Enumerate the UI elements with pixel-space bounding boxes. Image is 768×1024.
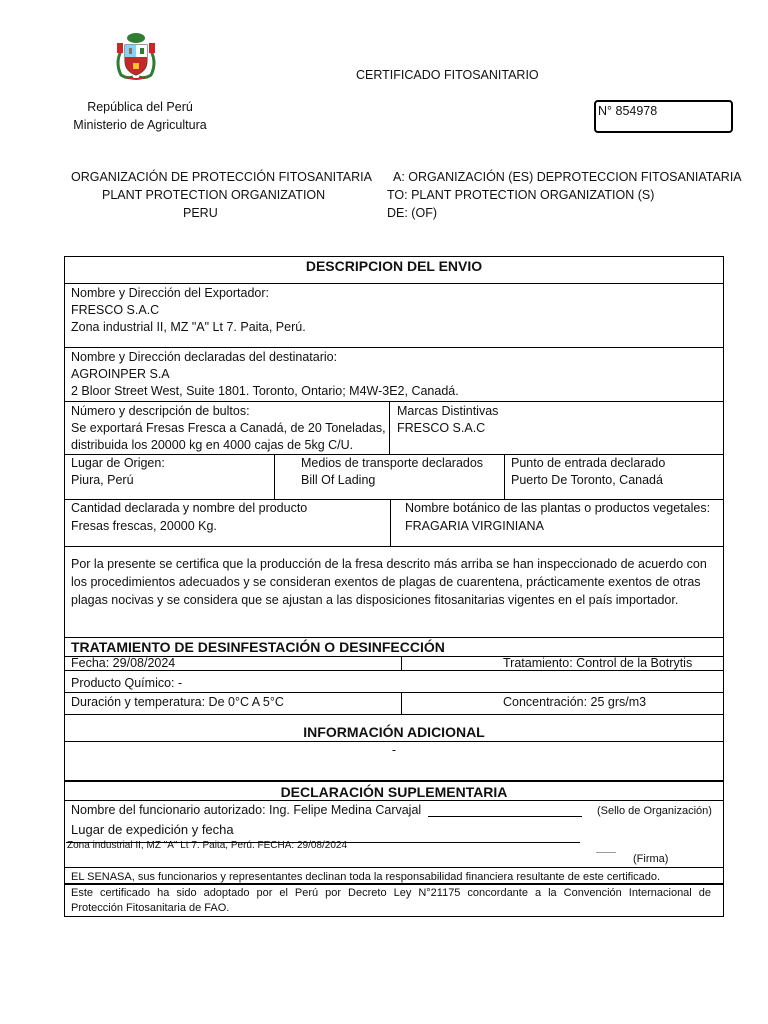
document-title: CERTIFICADO FITOSANITARIO (356, 68, 539, 82)
seal-label: (Sello de Organización) (597, 805, 712, 817)
consignee-address: 2 Bloor Street West, Suite 1801. Toronto, Ontario; M4W-3E2, Canadá. (71, 384, 459, 398)
signature-label: (Firma) (633, 853, 669, 865)
packages-line2: distribuida los 20000 kg en 4000 cajas de 5kg C/U. (71, 438, 354, 452)
ministry-name: Ministerio de Agricultura (73, 118, 207, 132)
exporter-name: FRESCO S.A.C (71, 303, 160, 317)
certificate-number-box (594, 100, 733, 133)
transport-value: Bill Of Lading (301, 473, 376, 487)
disclaimer: EL SENASA, sus funcionarios y representantes declinan toda la responsabilidad financiera resultante de este certificado. (71, 871, 661, 883)
org-left-line1: ORGANIZACIÓN DE PROTECCIÓN FITOSANITARIA (71, 170, 372, 184)
adoption-line1: Este certificado ha sido adoptado por el Perú por Decreto Ley N°21175 concordante a la Convención Internacional de (71, 887, 711, 899)
org-right-line3: DE: (OF) (387, 206, 437, 220)
statement-line3: plagas nocivas y se considera que se ajustan a las disposiciones fitosanitarias vigentes en el país importador. (71, 593, 679, 607)
quantity-label: Cantidad declarada y nombre del producto (71, 501, 308, 515)
packages-line1: Se exportará Fresas Fresca a Canadá, de 20 Toneladas, (71, 421, 386, 435)
botanical-value: FRAGARIA VIRGINIANA (405, 519, 544, 533)
treatment-chemical: Producto Químico: - (71, 676, 183, 690)
statement-line2: los procedimientos adecuados y se consideran exentos de plagas de cuarentena, prácticamente exentos de otras (71, 575, 701, 589)
certificate-number: N° 854978 (598, 104, 658, 118)
shipment-heading: DESCRIPCION DEL ENVIO (305, 258, 483, 274)
org-right-line2: TO: PLANT PROTECTION ORGANIZATION (S) (387, 188, 655, 202)
additional-value: - (391, 743, 397, 757)
marks-value: FRESCO S.A.C (397, 421, 486, 435)
coat-of-arms-emblem (113, 31, 159, 83)
origin-value: Piura, Perú (71, 473, 134, 487)
additional-heading: INFORMACIÓN ADICIONAL (303, 724, 485, 740)
packages-label: Número y descripción de bultos: (71, 404, 250, 418)
supplementary-heading: DECLARACIÓN SUPLEMENTARIA (280, 784, 508, 800)
transport-label: Medios de transporte declarados (301, 456, 484, 470)
treatment-concentration: Concentración: 25 grs/m3 (503, 695, 647, 709)
official-name: Nombre del funcionario autorizado: Ing. Felipe Medina Carvajal (71, 803, 422, 817)
place-label: Lugar de expedición y fecha (71, 822, 234, 837)
treatment-heading: TRATAMIENTO DE DESINFESTACIÓN O DESINFECCIÓN (71, 639, 445, 655)
statement-line1: Por la presente se certifica que la producción de la fresa descrito más arriba se han inspeccionado de acuerdo con (71, 557, 707, 571)
quantity-value: Fresas frescas, 20000 Kg. (71, 519, 217, 533)
origin-label: Lugar de Origen: (71, 456, 165, 470)
exporter-label: Nombre y Dirección del Exportador: (71, 286, 269, 300)
consignee-label: Nombre y Dirección declaradas del destinatario: (71, 350, 338, 364)
marks-label: Marcas Distintivas (397, 404, 499, 418)
treatment-duration: Duración y temperatura: De 0°C A 5°C (71, 695, 284, 709)
org-left-line3: PERU (183, 206, 218, 220)
botanical-label: Nombre botánico de las plantas o productos vegetales: (405, 501, 711, 515)
treatment-date: Fecha: 29/08/2024 (71, 656, 176, 670)
consignee-name: AGROINPER S.A (71, 367, 170, 381)
treatment-type: Tratamiento: Control de la Botrytis (503, 656, 693, 670)
entry-value: Puerto De Toronto, Canadá (511, 473, 663, 487)
org-right-line1: A: ORGANIZACIÓN (ES) DEPROTECCION FITOSANIATARIA (393, 170, 742, 184)
exporter-address: Zona industrial II, MZ "A" Lt 7. Paita, Perú. (71, 320, 306, 334)
place-value: Zona industrial II, MZ "A" Lt 7. Paita, Perú. FECHA: 29/08/2024 (67, 840, 348, 851)
adoption-line2: Protección Fitosanitaria de FAO. (71, 902, 230, 914)
country-name: República del Perú (87, 100, 193, 114)
org-left-line2: PLANT PROTECTION ORGANIZATION (102, 188, 326, 202)
entry-label: Punto de entrada declarado (511, 456, 666, 470)
